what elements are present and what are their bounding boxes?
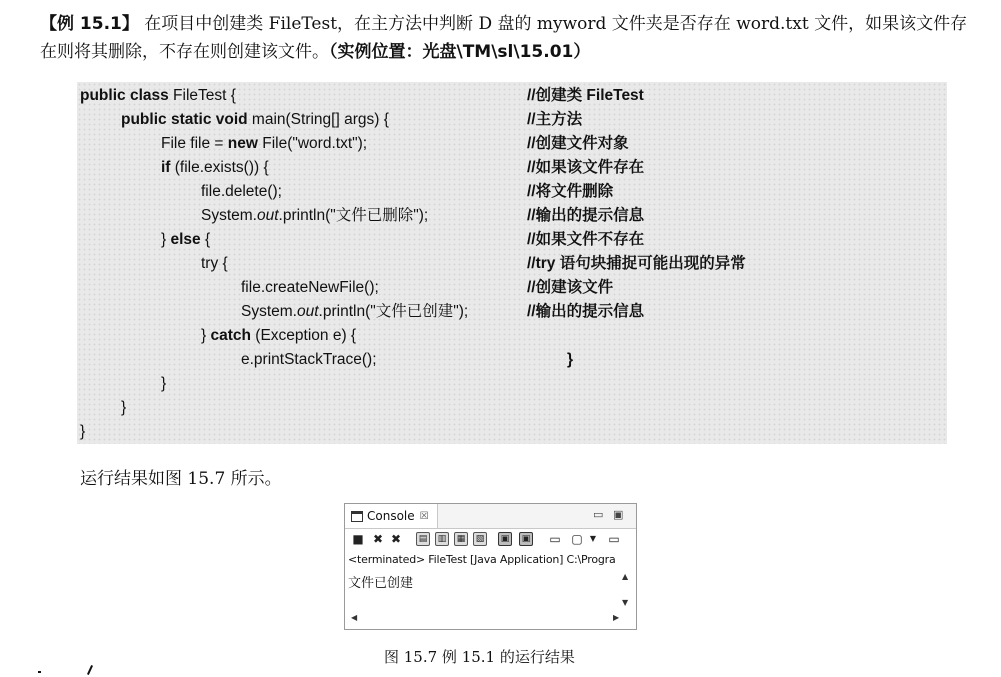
code-token-italic: out (256, 207, 279, 224)
code-keyword: else (170, 231, 201, 248)
code-token: } (121, 399, 127, 416)
code-token: { (200, 231, 211, 248)
console-window (344, 503, 637, 630)
code-token: } (161, 375, 167, 392)
show-stdout-icon[interactable]: ▧ (473, 532, 487, 546)
open-console-icon[interactable]: ▢ (571, 532, 583, 546)
terminate-icon[interactable]: ■ (352, 532, 364, 546)
code-token-italic: out (296, 303, 319, 320)
result-text: 运行结果如图 15.7 所示。 (80, 469, 282, 489)
code-text (80, 84, 236, 108)
code-line (77, 300, 947, 324)
code-token: } (161, 231, 171, 248)
code-text (201, 204, 428, 228)
display-console-icon[interactable]: ▭ (549, 532, 561, 546)
console-tabbar (345, 504, 636, 529)
code-line (77, 84, 947, 108)
example-description: 在项目中创建类 FileTest，在主方法中判断 D 盘的 myword 文件夹是否存在 word.txt 文件，如果该文件存在则将其删除，不存在则创建该文件。 (40, 14, 968, 62)
chevron-down-icon[interactable]: ▼ (589, 534, 597, 543)
code-token: file.delete(); (201, 183, 282, 200)
code-token: file.createNewFile(); (241, 279, 379, 296)
code-token: try { (201, 255, 228, 272)
code-token: System. (241, 303, 297, 320)
scroll-down-icon[interactable]: ▼ (622, 598, 629, 607)
code-line (77, 228, 947, 252)
code-token: (Exception e) { (250, 327, 357, 344)
code-comment: //try 语句块捕捉可能出现的异常 (527, 255, 746, 272)
code-text (80, 420, 85, 444)
code-text (241, 276, 379, 300)
code-comment: //如果文件不存在 (527, 231, 645, 248)
code-comment: //输出的提示信息 (527, 303, 645, 320)
remove-all-icon[interactable]: ✖ (390, 532, 402, 546)
code-comment: //创建该文件 (527, 279, 614, 296)
code-line (77, 204, 947, 228)
code-token: } (80, 423, 86, 440)
code-line (77, 324, 947, 348)
code-token: File file = (161, 135, 228, 152)
code-comment: //主方法 (527, 111, 583, 128)
code-comment: //输出的提示信息 (527, 207, 645, 224)
code-text (201, 252, 228, 276)
example-label: 【例 15.1】 (40, 14, 139, 34)
show-stderr-icon[interactable]: ▣ (498, 532, 512, 546)
word-wrap-icon[interactable]: ▦ (454, 532, 468, 546)
code-token: System. (201, 207, 257, 224)
figure-caption: 图 15.7 例 15.1 的运行结果 (384, 648, 575, 666)
clear-console-icon[interactable]: ▤ (416, 532, 430, 546)
code-text (161, 228, 210, 252)
scan-mark (38, 671, 41, 673)
console-toolbar (345, 529, 636, 551)
code-comment: //创建类 FileTest (527, 87, 644, 104)
code-line (77, 348, 947, 372)
code-text (161, 156, 269, 180)
code-line (77, 180, 947, 204)
code-keyword: if (161, 159, 171, 176)
scroll-right-icon[interactable]: ▶ (613, 613, 620, 622)
console-status-line: <terminated> FileTest [Java Application] C:\Progra (348, 553, 616, 566)
code-token: .println("文件已创建"); (318, 303, 469, 320)
code-line (77, 276, 947, 300)
scroll-up-icon[interactable]: ▲ (622, 572, 629, 581)
code-text (121, 108, 389, 132)
close-icon[interactable]: ☒ (419, 510, 429, 522)
code-token: .println("文件已删除"); (278, 207, 429, 224)
console-output: 文件已创建 (348, 576, 414, 591)
code-line (77, 396, 947, 420)
code-keyword: public class (80, 87, 169, 104)
maximize-icon[interactable]: ▣ (613, 508, 624, 521)
code-line (77, 372, 947, 396)
remove-launch-icon[interactable]: ✖ (372, 532, 384, 546)
code-token: e.printStackTrace(); (241, 351, 377, 368)
code-text (201, 180, 282, 204)
code-comment: //创建文件对象 (527, 135, 629, 152)
scan-mark (87, 665, 93, 675)
code-text (161, 132, 367, 156)
code-line (77, 420, 947, 444)
code-keyword: public static void (121, 111, 248, 128)
example-intro (40, 10, 970, 66)
code-comment: //如果该文件存在 (527, 159, 645, 176)
code-comment: //将文件删除 (527, 183, 614, 200)
example-location: （实例位置：光盘\TM\sl\15.01） (329, 42, 591, 62)
minimize-icon[interactable]: ▭ (593, 508, 604, 521)
console-tab[interactable] (345, 504, 438, 528)
code-text (201, 324, 356, 348)
code-line (77, 252, 947, 276)
code-token: File("word.txt"); (257, 135, 368, 152)
code-comment: } (567, 351, 574, 368)
code-line (77, 156, 947, 180)
scroll-lock-icon[interactable]: ▥ (435, 532, 449, 546)
code-line (77, 108, 947, 132)
pin-console-icon[interactable]: ▣ (519, 532, 533, 546)
code-text (241, 348, 377, 372)
code-listing (77, 82, 947, 444)
code-token: (file.exists()) { (170, 159, 269, 176)
code-token: } (201, 327, 211, 344)
code-keyword: catch (210, 327, 251, 344)
horizontal-scrollbar[interactable] (345, 611, 636, 628)
console-icon (351, 511, 363, 522)
code-text (241, 300, 468, 324)
code-text (121, 396, 126, 420)
code-token: FileTest { (168, 87, 236, 104)
code-text (161, 372, 166, 396)
console-tab-label: Console (367, 509, 415, 523)
code-token: main(String[] args) { (247, 111, 389, 128)
minimize-console-icon[interactable]: ▭ (608, 532, 620, 546)
code-keyword: new (227, 135, 258, 152)
code-line (77, 132, 947, 156)
scroll-left-icon[interactable]: ◀ (351, 613, 358, 622)
